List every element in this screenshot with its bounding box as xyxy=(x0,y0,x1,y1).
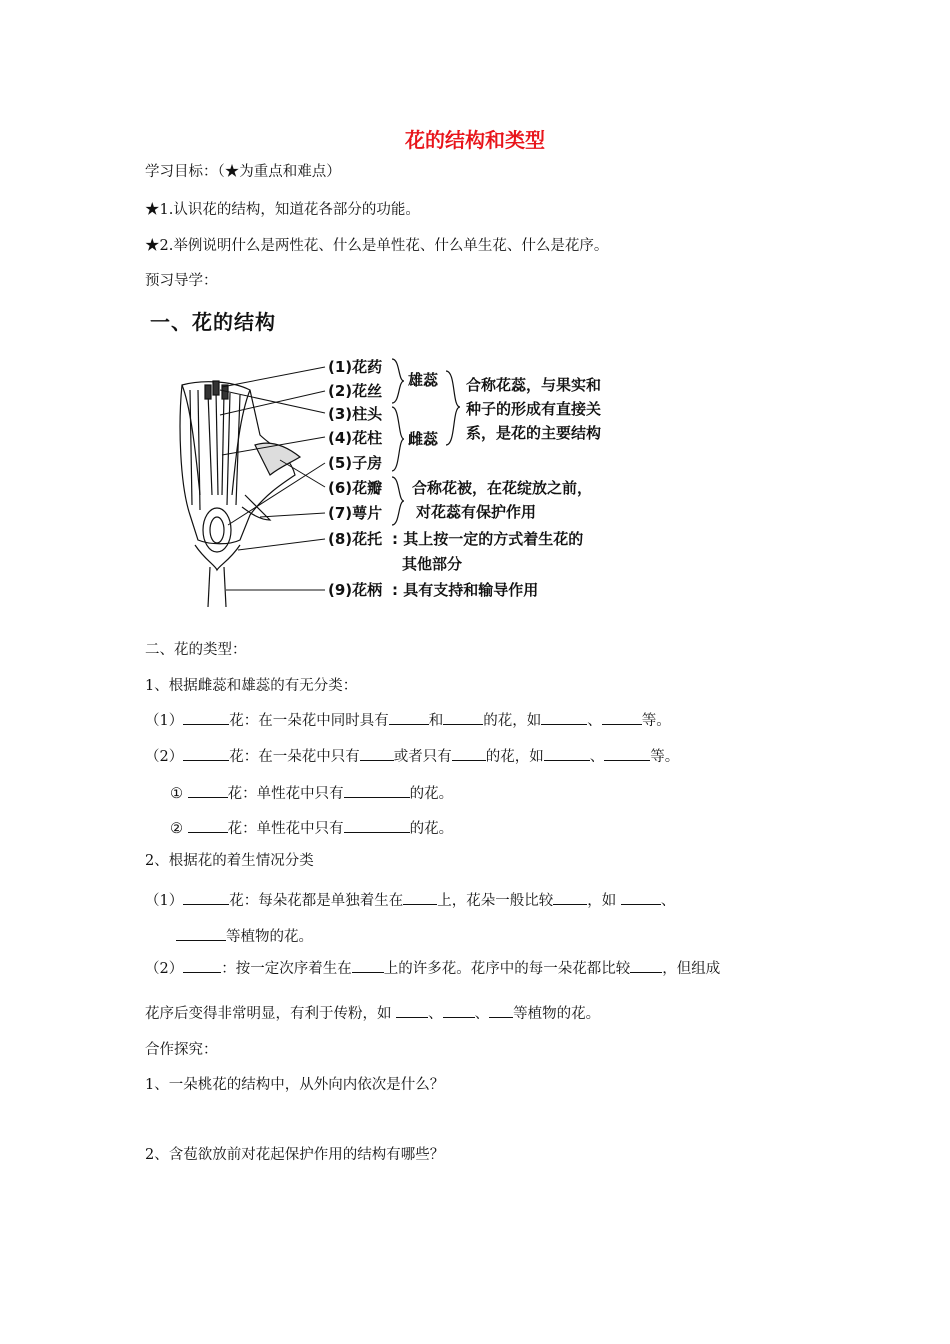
answer-blank[interactable] xyxy=(176,926,226,941)
learning-goals-label: 学习目标：（★为重点和难点） xyxy=(145,164,341,180)
q1-title: 1、根据雌蕊和雄蕊的有无分类： xyxy=(145,678,358,694)
label-flower-stalk: (9)花柄 xyxy=(328,581,383,599)
answer-blank[interactable] xyxy=(183,890,229,905)
answer-blank[interactable] xyxy=(452,746,486,761)
q2-2: （2） ：按一定次序着生在 上的许多花。花序中的每一朵花都比较 ，但组成 xyxy=(145,958,720,979)
flower-illustration xyxy=(180,381,300,607)
answer-blank[interactable] xyxy=(396,1003,428,1018)
section-2-title: 二、花的类型： xyxy=(145,642,247,658)
answer-blank[interactable] xyxy=(183,746,229,761)
q1-1: （1） 花：在一朵花中同时具有 和 的花，如 、 等。 xyxy=(145,710,671,731)
receptacle-note-2: 其他部分 xyxy=(402,555,463,573)
coop-question-1: 1、一朵桃花的结构中，从外向内依次是什么？ xyxy=(145,1077,445,1093)
q1-2-a: ① 花：单性花中只有 的花。 xyxy=(170,783,453,804)
q2-title: 2、根据花的着生情况分类 xyxy=(145,853,314,869)
flower-structure-diagram xyxy=(170,345,660,610)
label-receptacle: (8)花托 xyxy=(328,530,383,548)
answer-blank[interactable] xyxy=(344,783,410,798)
answer-blank[interactable] xyxy=(183,958,221,973)
answer-blank[interactable] xyxy=(443,1003,475,1018)
goal-2: ★2.举例说明什么是两性花、什么是单性花、什么单生花、什么是花序。 xyxy=(145,238,609,254)
q2-1: （1） 花：每朵花都是单独着生在 上，花朵一般比较 ，如 、 xyxy=(145,890,675,911)
q1-2-b: ② 花：单性花中只有 的花。 xyxy=(170,818,453,839)
page-title: 花的结构和类型 xyxy=(405,128,545,152)
coop-label: 合作探究： xyxy=(145,1042,218,1058)
preview-label: 预习导学： xyxy=(145,273,218,289)
answer-blank[interactable] xyxy=(352,958,384,973)
label-anther: (1)花药 xyxy=(328,358,383,376)
leader-lines xyxy=(220,367,325,590)
label-stamen: 雄蕊 xyxy=(408,371,439,389)
answer-blank[interactable] xyxy=(604,746,650,761)
answer-blank[interactable] xyxy=(360,746,394,761)
answer-blank[interactable] xyxy=(541,710,587,725)
answer-blank[interactable] xyxy=(489,1003,513,1018)
label-stigma: (3)柱头 xyxy=(328,405,383,423)
answer-blank[interactable] xyxy=(602,710,642,725)
answer-blank[interactable] xyxy=(188,818,228,833)
perianth-note-1: 合称花被，在花绽放之前， xyxy=(412,479,593,497)
answer-blank[interactable] xyxy=(188,783,228,798)
answer-blank[interactable] xyxy=(544,746,590,761)
goal-1: ★1.认识花的结构，知道花各部分的功能。 xyxy=(145,202,420,218)
label-petal: (6)花瓣 xyxy=(328,479,383,497)
perianth-note-2: 对花蕊有保护作用 xyxy=(416,503,537,521)
q2-2-cont: 花序后变得非常明显，有利于传粉，如 、 、 等植物的花。 xyxy=(145,1003,600,1024)
answer-blank[interactable] xyxy=(621,890,661,905)
label-ovary: (5)子房 xyxy=(328,454,383,472)
core-note-2: 种子的形成有直接关 xyxy=(466,400,602,418)
label-style: (4)花柱 xyxy=(328,429,383,447)
section-1-title: 一、花的结构 xyxy=(150,310,276,334)
q2-1-cont: 等植物的花。 xyxy=(176,926,313,947)
core-note-1: 合称花蕊，与果实和 xyxy=(466,376,602,394)
core-note-3: 系，是花的主要结构 xyxy=(466,424,602,442)
answer-blank[interactable] xyxy=(443,710,483,725)
coop-question-2: 2、含苞欲放前对花起保护作用的结构有哪些？ xyxy=(145,1147,445,1163)
receptacle-note-1: : 其上按一定的方式着生花的 xyxy=(392,530,584,548)
stalk-note: : 具有支持和输导作用 xyxy=(392,581,539,599)
answer-blank[interactable] xyxy=(553,890,587,905)
label-pistil: 雌蕊 xyxy=(408,430,439,448)
answer-blank[interactable] xyxy=(403,890,437,905)
label-sepal: (7)萼片 xyxy=(328,504,383,522)
answer-blank[interactable] xyxy=(183,710,229,725)
label-filament: (2)花丝 xyxy=(328,382,383,400)
answer-blank[interactable] xyxy=(344,818,410,833)
answer-blank[interactable] xyxy=(630,958,662,973)
q1-2: （2） 花：在一朵花中只有 或者只有 的花，如 、 等。 xyxy=(145,746,679,767)
answer-blank[interactable] xyxy=(389,710,429,725)
